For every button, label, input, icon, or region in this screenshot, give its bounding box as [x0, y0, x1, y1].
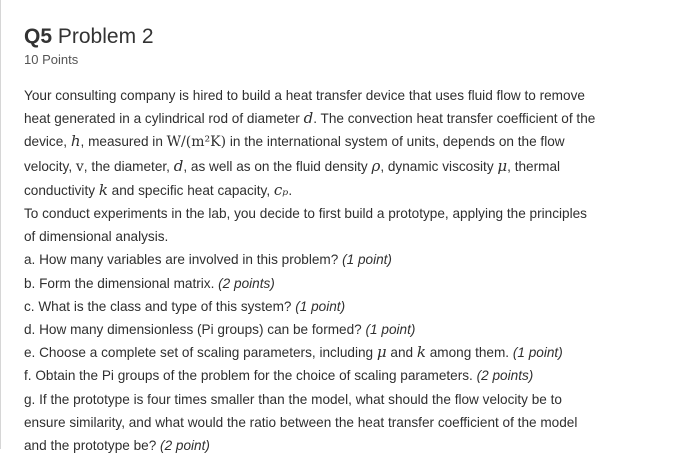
- problem-line: velocity, v, the diameter, d, as well as on the fluid density ρ, dynamic viscosity μ, thermal: [24, 156, 561, 175]
- question-title-text: Problem 2: [57, 25, 154, 48]
- points-label: (2 points): [476, 368, 534, 384]
- subquestion-d: d. How many dimensionless (Pi groups) can be formed? (1 point): [24, 322, 416, 338]
- subquestion-e: e. Choose a complete set of scaling parameters, including μ and k among them. (1 point): [24, 343, 563, 362]
- symbol-cp: cₚ: [273, 180, 289, 199]
- question-number: Q5: [24, 25, 53, 48]
- subquestion-g-cont: and the prototype be? (2 point): [24, 438, 210, 454]
- symbol-h: h: [70, 132, 81, 151]
- problem-line: conductivity k and specific heat capacity, cₚ.: [24, 180, 293, 199]
- points-label: (2 point): [160, 438, 210, 454]
- subquestion-g: g. If the prototype is four times smaller than the model, what should the flow velocity be to: [24, 391, 562, 407]
- subquestion-b: b. Form the dimensional matrix. (2 points): [24, 275, 275, 291]
- points-label: (1 point): [365, 322, 416, 338]
- points-label: (1 point): [512, 345, 563, 361]
- symbol-k: k: [98, 180, 108, 199]
- symbol-d: d: [173, 156, 184, 175]
- symbol-d: d: [303, 109, 314, 128]
- question-body: [24, 84, 674, 457]
- points-label: (1 point): [342, 252, 392, 268]
- subquestion-f: f. Obtain the Pi groups of the problem for the choice of scaling parameters. (2 points): [24, 368, 534, 384]
- problem-line: Your consulting company is hired to build a heat transfer device that uses fluid flow to remove: [24, 88, 585, 103]
- symbol-mu: μ: [497, 156, 508, 175]
- symbol-mu: μ: [376, 343, 387, 362]
- problem-line: of dimensional analysis.: [24, 229, 169, 245]
- symbol-k: k: [416, 343, 426, 362]
- problem-line: To conduct experiments in the lab, you decide to first build a prototype, applying the principles: [24, 206, 587, 222]
- question-title: [24, 25, 154, 49]
- symbol-v: v: [75, 158, 84, 175]
- question-points: 10 Points: [24, 52, 79, 67]
- problem-line: heat generated in a cylindrical rod of diameter d. The convection heat transfer coefficient of the: [24, 109, 596, 128]
- symbol-rho: ρ: [371, 156, 381, 175]
- subquestion-c: c. What is the class and type of this system? (1 point): [24, 298, 346, 314]
- left-border: [0, 0, 1, 449]
- problem-line: device, h, measured in W/(m²K) in the international system of units, depends on the flow: [24, 132, 565, 151]
- subquestion-g-cont: ensure similarity, and what would the ratio between the heat transfer coefficient of the model: [24, 414, 578, 430]
- points-label: (2 points): [218, 275, 275, 291]
- units-expression: W/(m²K): [166, 134, 227, 151]
- points-label: (1 point): [295, 298, 346, 314]
- question-header: [24, 25, 154, 67]
- subquestion-a: a. How many variables are involved in this problem? (1 point): [24, 252, 392, 268]
